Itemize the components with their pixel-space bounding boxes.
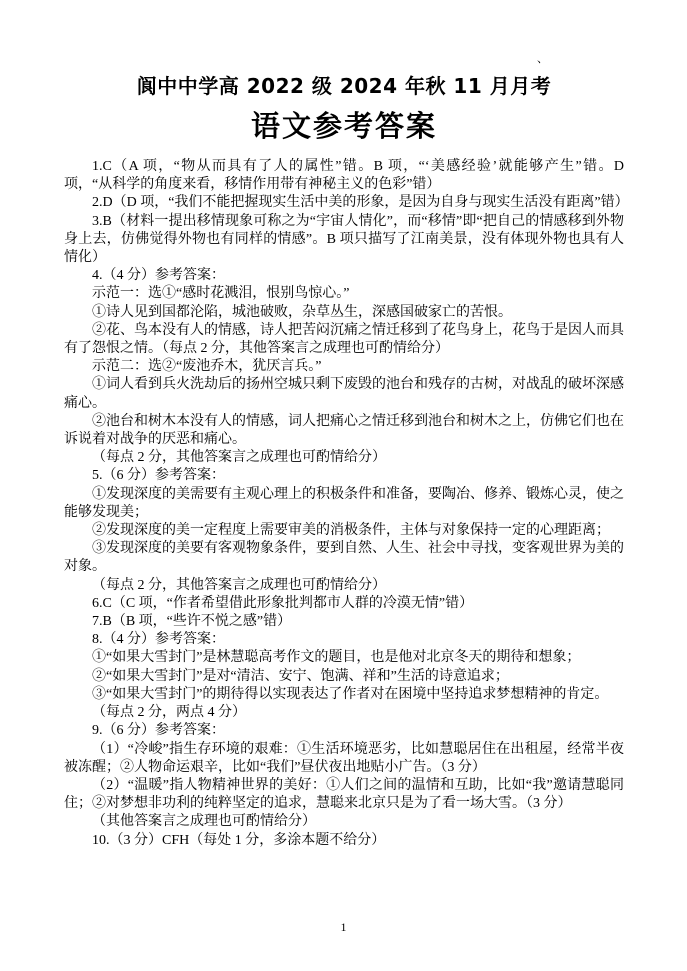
paragraph: （其他答案言之成理也可酌情给分） [92, 814, 316, 830]
paragraph: 3.B（材料一提出移情现象可称之为“宇宙人情化”，而“移情”即“把自己的情感移到外物身上去，仿佛觉得外物也有同样的情感”。B 项只描写了江南美景，没有体现外物也具有人情化） [64, 213, 624, 266]
paragraph: ①诗人见到国都沦陷，城池破败，杂草丛生，深感国破家亡的苦恨。 [92, 304, 512, 320]
paragraph: （每点 2 分，其他答案言之成理也可酌情给分） [92, 577, 386, 593]
paragraph: ②发现深度的美一定程度上需要审美的消极条件，主体与对象保持一定的心理距离； [92, 523, 610, 539]
paragraph: ②池台和树木本没有人的情感，词人把痛心之情迁移到池台和树木之上，仿佛它们也在诉说着对战争的厌恶和痛心。 [64, 413, 624, 448]
document-subtitle: 语文参考答案 [250, 109, 437, 143]
paragraph: ②“如果大雪封门”是对“清洁、安宁、饱满、祥和”生活的诗意追求； [92, 668, 509, 684]
paragraph: ③发现深度的美要有客观物象条件，要到自然、人生、社会中寻找，变客观世界为美的对象。 [64, 541, 624, 575]
paragraph: 2.D（D 项，“我们不能把握现实生活中美的形象，是因为自身与现实生活没有距离”错） [92, 195, 629, 211]
paragraph: ③“如果大雪封门”的期待得以实现表达了作者对在困境中坚持追求梦想精神的肯定。 [92, 686, 609, 702]
paragraph: 7.B（B 项，“些许不悦之感”错） [92, 614, 292, 630]
paragraph: （2）“温暖”指人物精神世界的美好：①人们之间的温情和互助，比如“我”邀请慧聪同住；②对梦想非功利的纯粹坚定的追求，慧聪来北京只是为了看一场大雪。（3 分） [64, 777, 624, 812]
paragraph: ②花、鸟本没有人的情感，诗人把苦闷沉痛之情迁移到了花鸟身上，花鸟于是因人而具有了怨恨之情。（每点 2 分，其他答案言之成理也可酌情给分） [64, 322, 624, 357]
paragraph: ①“如果大雪封门”是林慧聪高考作文的题目，也是他对北京冬天的期待和想象； [92, 650, 581, 666]
paragraph: 1.C（A 项，“物从而具有了人的属性”错。B 项，“‘美感经验’就能够产生”错。D 项，“从科学的角度来看，移情作用带有神秘主义的色彩”错） [64, 159, 624, 193]
paragraph: （每点 2 分，其他答案言之成理也可酌情给分） [92, 450, 386, 466]
page-number: 1 [340, 920, 347, 934]
paragraph: 示范一：选①“感时花溅泪，恨别鸟惊心。” [92, 286, 350, 302]
paragraph: ①词人看到兵火洗劫后的扬州空城只剩下废毁的池台和残存的古树，对战乱的破坏深感痛心。 [64, 377, 624, 411]
paragraph: 10.（3 分）CFH（每处 1 分，多涂本题不给分） [92, 832, 386, 848]
document-title: 阆中中学高 2022 级 2024 年秋 11 月月考 [136, 74, 552, 98]
answer-body [64, 158, 629, 850]
paragraph: 9.（6 分）参考答案： [92, 723, 225, 739]
stray-mark: 、 [537, 53, 548, 65]
paragraph: （1）“冷峻”指生存环境的艰难：①生活环境恶劣，比如慧聪居住在出租屋，经常半夜被冻醒；②人物命运艰辛，比如“我们”昼伏夜出地贴小广告。（3 分） [64, 741, 624, 775]
paragraph: （每点 2 分，两点 4 分） [92, 705, 246, 721]
paragraph: 5.（6 分）参考答案： [92, 468, 225, 484]
paragraph: 6.C（C 项，“作者希望借此形象批判都市人群的冷漠无情”错） [92, 595, 474, 611]
paragraph: 4.（4 分）参考答案： [92, 268, 225, 284]
paragraph: ①发现深度的美需要有主观心理上的积极条件和准备，要陶冶、修养、锻炼心灵，使之能够发现美； [64, 486, 624, 520]
paragraph: 示范二：选②“废池乔木，犹厌言兵。” [92, 359, 322, 375]
paragraph: 8.（4 分）参考答案： [92, 632, 225, 648]
